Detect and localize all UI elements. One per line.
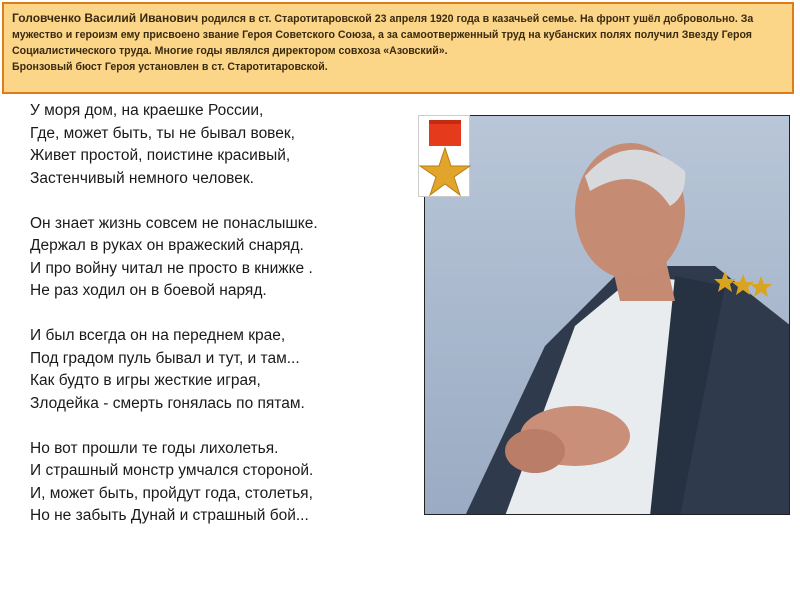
poem-line: Злодейка - смерть гонялась по пятам. [30,394,305,412]
biography-box [2,2,794,94]
poem-line: У моря дом, на краешке России, [30,102,264,119]
poem-line: Он знает жизнь совсем не понаслышке. [30,214,318,232]
poem-line: Как будто в игры жесткие играя, [30,372,261,389]
gold-star-medal-icon [418,115,470,197]
hero-name: Головченко Василий Иванович [12,11,199,25]
poem-stanza [30,438,420,528]
bust-note: Бронзовый бюст Героя установлен в ст. Старотитаровской. [12,61,328,73]
poem-line: Держал в руках он вражеский снаряд. [30,237,304,254]
poem-line: Живет простой, поистине красивый, [30,147,291,164]
poem [30,100,420,550]
poem-line: Под градом пуль бывал и тут, и там... [30,349,300,367]
poem-line: И, может быть, пройдут года, столетья, [30,484,313,502]
poem-line: Но не забыть Дунай и страшный бой... [30,507,309,524]
poem-line: Застенчивый немного человек. [30,169,254,187]
poem-line: И страшный монстр умчался стороной. [30,462,314,479]
poem-line: И был всегда он на переднем крае, [30,327,286,344]
poem-stanza [30,325,420,415]
poem-line: Не раз ходил он в боевой наряд. [30,282,267,299]
hero-portrait-photo [424,115,790,515]
poem-stanza [30,213,420,303]
poem-stanza [30,100,420,190]
poem-line: Но вот прошли те годы лихолетья. [30,439,279,457]
poem-line: Где, может быть, ты не бывал вовек, [30,124,295,142]
poem-line: И про войну читал не просто в книжке . [30,259,313,277]
biography-text: родился в ст. Старотитаровской 23 апреля 1920 года в казачьей семье. На фронт ушёл добровольно. За мужество и героизм ему присвоено звание Героя Советского Союза, а за самоотверженный труд на кубанских полях получил Звезду Героя Социалистического труда. Многие годы являлся директором совхоза «Азовский». [12,13,754,57]
